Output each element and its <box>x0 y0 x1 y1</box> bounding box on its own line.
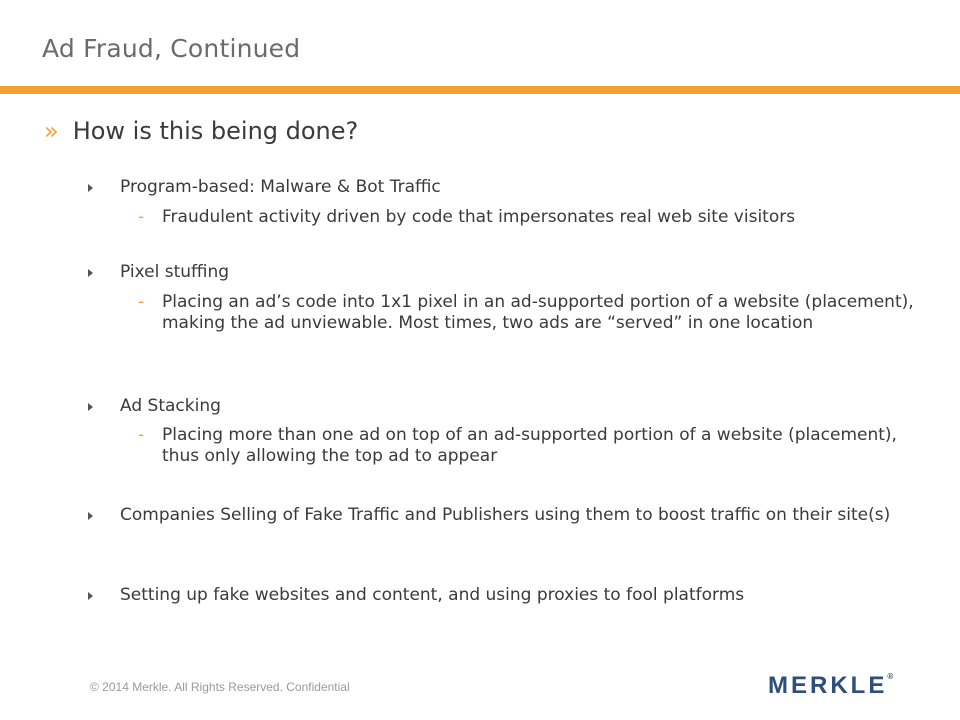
registered-mark: ® <box>887 672 894 681</box>
dash-bullet-icon: - <box>138 425 145 445</box>
dash-bullet-icon: - <box>138 292 145 312</box>
title-divider <box>0 86 960 94</box>
heading-text: How is this being done? <box>72 117 359 145</box>
bullet-text: Setting up fake websites and content, and using proxies to fool platforms <box>120 585 745 605</box>
bullet-text: Program-based: Malware & Bot Traffic <box>120 177 441 197</box>
triangle-bullet-icon <box>88 403 93 411</box>
sub-bullet-text: Placing an ad’s code into 1x1 pixel in an ad-supported portion of a website (placement), making the ad unviewable. Most times, two ads are “served” in one location <box>162 292 914 333</box>
main-heading <box>44 117 358 145</box>
copyright-footer: © 2014 Merkle. All Rights Reserved. Confidential <box>90 680 350 694</box>
chevron-bullet-icon: » <box>44 117 59 145</box>
merkle-logo <box>768 672 893 700</box>
slide-title: Ad Fraud, Continued <box>42 34 301 63</box>
sub-bullet-text: Placing more than one ad on top of an ad-supported portion of a website (placement), thus only allowing the top ad to appear <box>162 425 897 466</box>
sub-bullet-text: Fraudulent activity driven by code that impersonates real web site visitors <box>162 207 796 227</box>
triangle-bullet-icon <box>88 184 93 192</box>
logo-text: MERKLE <box>768 672 888 699</box>
triangle-bullet-icon <box>88 269 93 277</box>
bullet-text: Ad Stacking <box>120 396 221 416</box>
dash-bullet-icon: - <box>138 207 145 227</box>
triangle-bullet-icon <box>88 512 93 520</box>
bullet-text: Companies Selling of Fake Traffic and Publishers using them to boost traffic on their site(s) <box>120 505 891 525</box>
bullet-text: Pixel stuffing <box>120 262 230 282</box>
triangle-bullet-icon <box>88 592 93 600</box>
